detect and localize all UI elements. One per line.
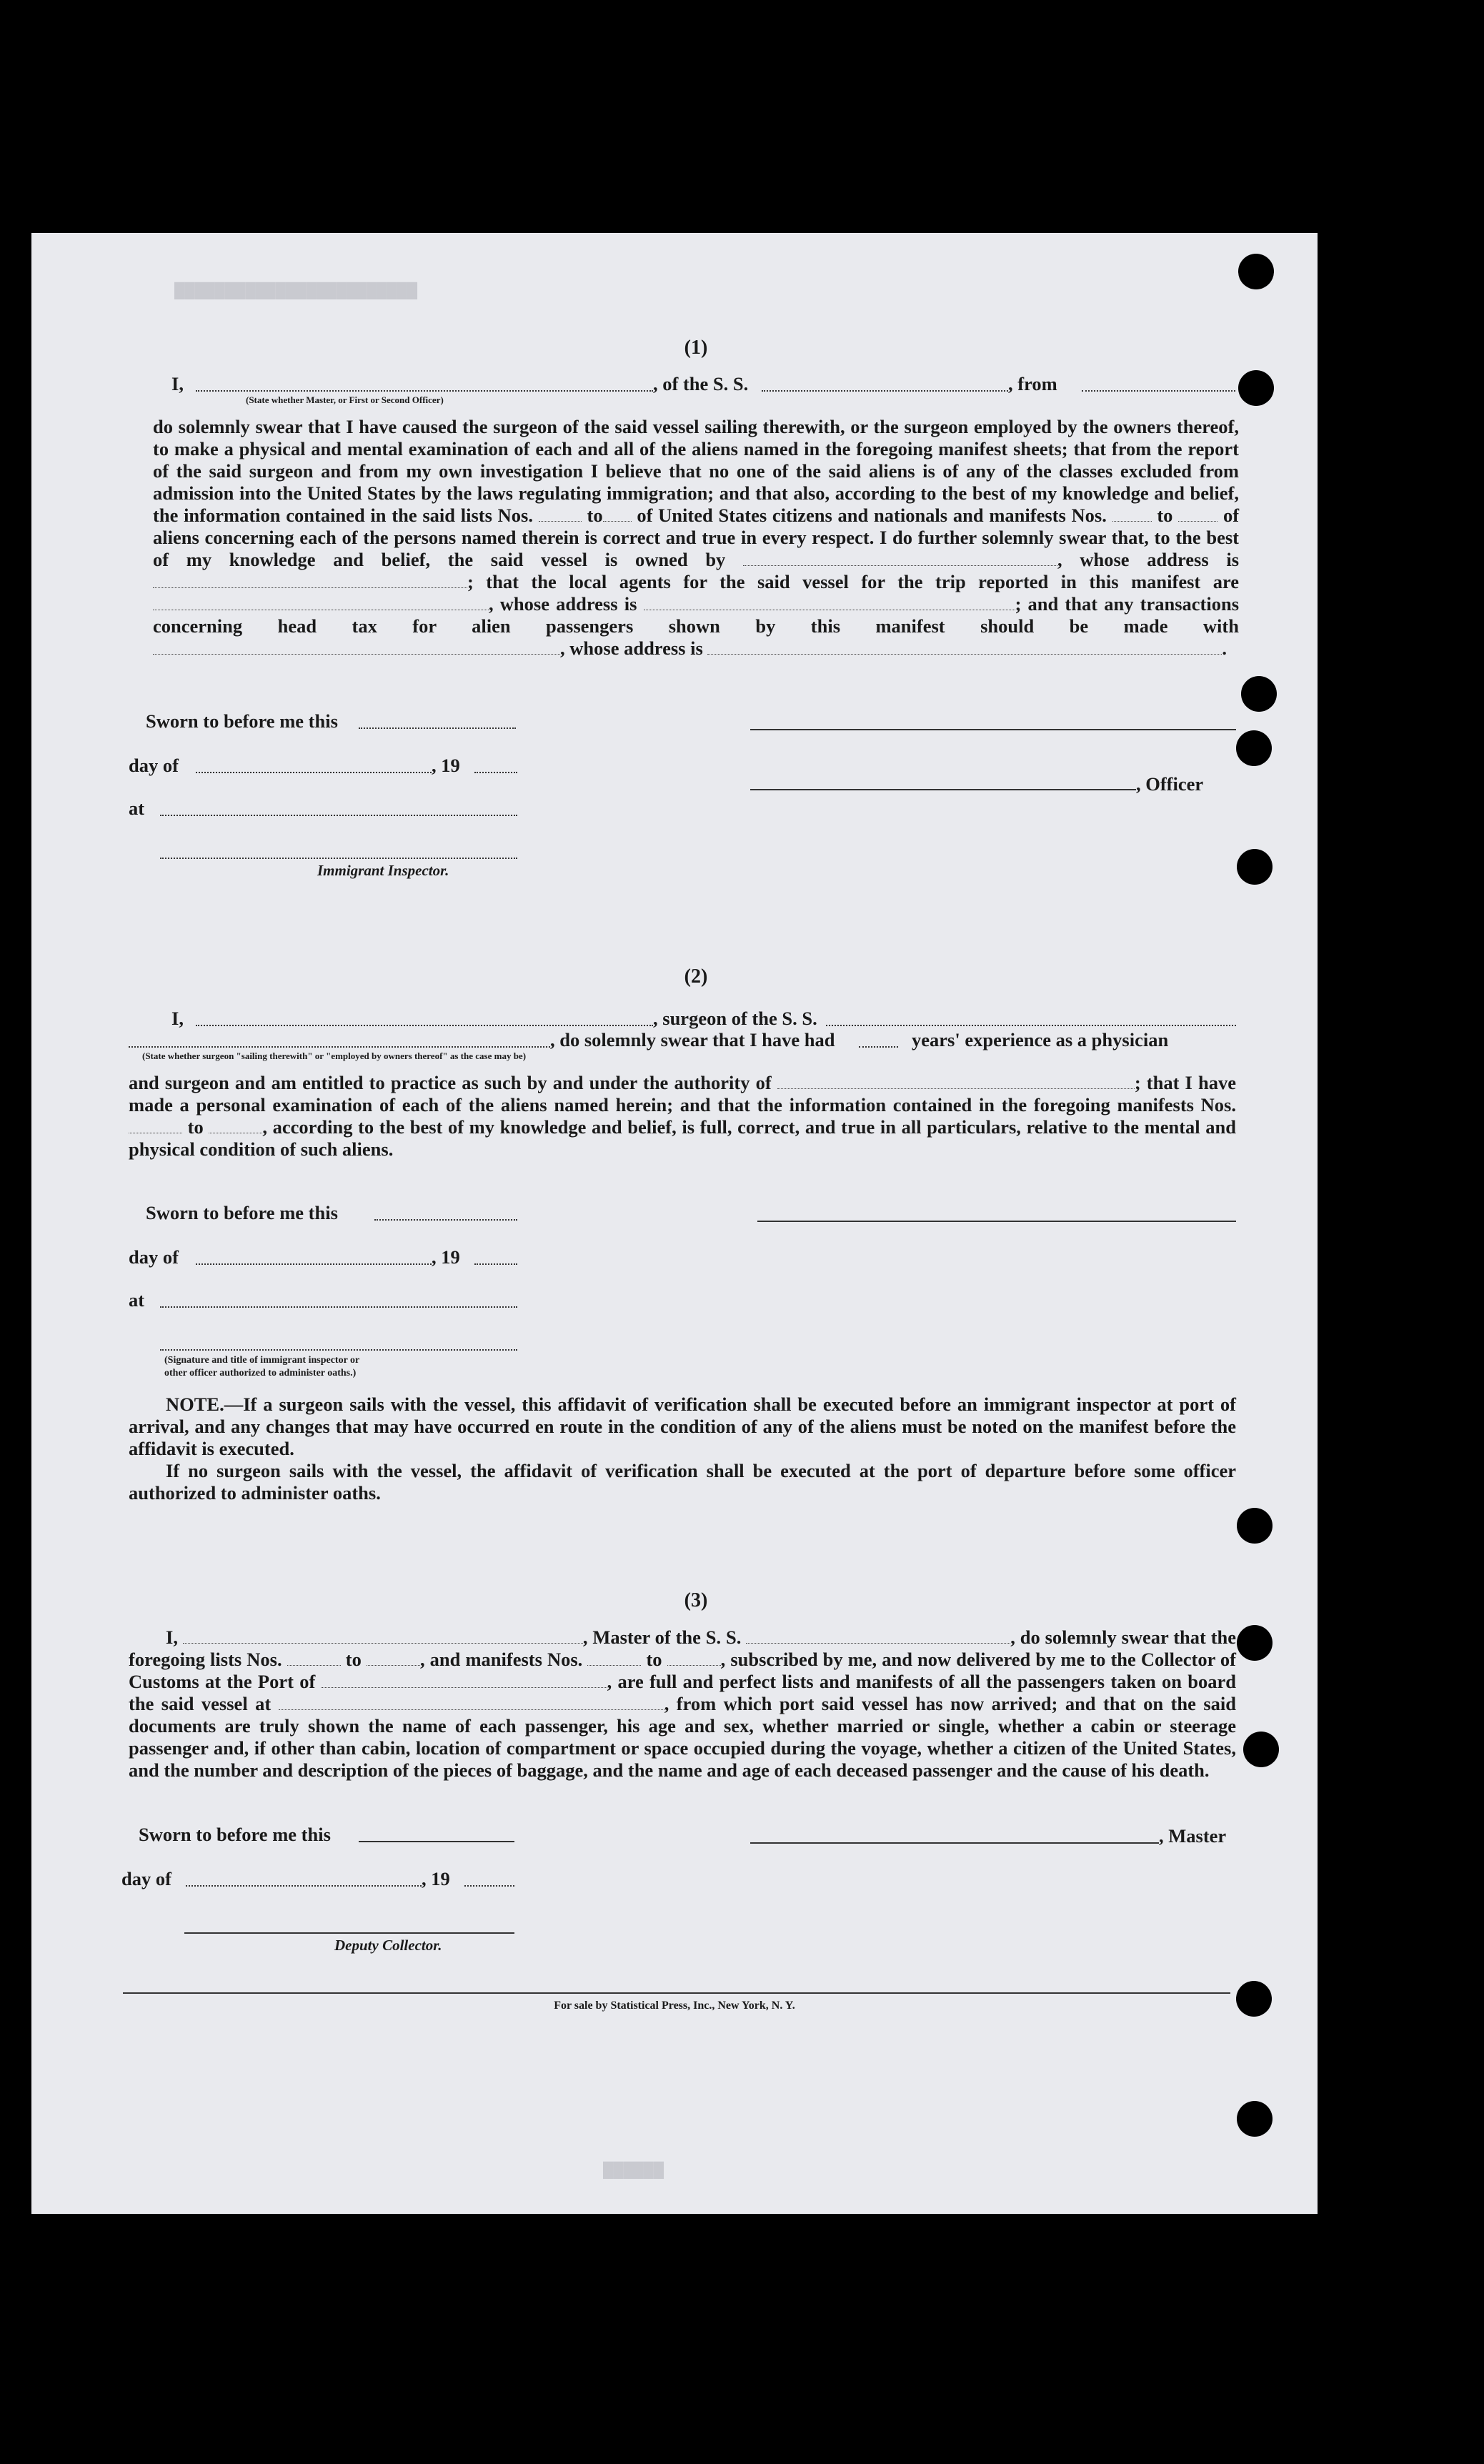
s1-of-ss-label: , of the S. S. (653, 373, 749, 394)
s1-i-label: I, (171, 373, 184, 394)
section-3 (153, 1589, 1239, 1612)
binder-hole (1237, 1508, 1273, 1544)
s2-years-label: years' experience as a physician (912, 1029, 1169, 1050)
section-1 (153, 337, 1239, 359)
s2-oath-paragraph: and surgeon and am entitled to practice as such by and under the authority of ; that I have made a personal examination of each of the aliens named herein; and that the information contained in the foregoing manifests Nos. to , according to the best of my knowledge and belief, is full, correct, and true in all particulars, relative to the mental and physical condition of such aliens. (129, 1072, 1237, 1160)
s1-signature-line-2 (750, 789, 1136, 790)
s2-surgeon-hint: (State whether surgeon "sailing therewith" or "employed by owners thereof" as the case may be) (142, 1050, 527, 1061)
s2-years-line (859, 1046, 898, 1048)
s2-day-line (196, 1263, 432, 1265)
s2-sig-hint-2: other officer authorized to administer oaths.) (164, 1368, 357, 1378)
s2-note-label: NOTE. (166, 1394, 224, 1415)
section-1-number: (1) (684, 337, 708, 359)
s2-surgeon-label: , surgeon of the S. S. (653, 1008, 817, 1029)
manifest-page (31, 233, 1318, 2214)
s1-officer-label: , Officer (1136, 773, 1204, 795)
s2-signature-line (757, 1221, 1236, 1222)
section-2 (153, 965, 1239, 988)
s1-sworn-label: Sworn to before me this (146, 710, 338, 732)
s3-subscribed: , subscribed by me, and now delivered by me to the Collector of Customs at the Port of (129, 1649, 1237, 1692)
s1-inspector-label: Immigrant Inspector. (317, 862, 449, 879)
s1-whose-address: , whose address is (1057, 549, 1240, 570)
s3-sworn-label: Sworn to before me this (139, 1824, 331, 1845)
s2-day-of-label: day of (129, 1246, 179, 1268)
s3-to-2: to (646, 1649, 662, 1670)
s1-year-label: , 19 (432, 755, 460, 776)
s2-at-label: at (129, 1289, 145, 1311)
s2-year-label: , 19 (432, 1246, 460, 1268)
s3-sworn-line (359, 1841, 514, 1842)
s1-body-e: whose address is (499, 593, 637, 615)
s2-body-c: , according to the best of my knowledge and belief, is full, correct, and true in all particulars, relative to the mental and physical condition of such aliens. (129, 1116, 1237, 1160)
binder-hole (1237, 1625, 1273, 1661)
s1-body-a: do solemnly swear that I have caused the surgeon of the said vessel sailing therewith, or the surgeon employed by the owners thereof, to make a physical and mental examination of each and all of the aliens named in the foregoing manifest sheets; that from the report of the said surgeon and from my own investigation I believe that no one of the said aliens is of any of the classes excluded from admission into the United States by the laws regulating immigration; and that also, according to the best of my knowledge and belief, the information contained in the said lists Nos. (153, 416, 1239, 526)
s2-vessel-line (826, 1025, 1236, 1026)
binder-hole (1243, 1732, 1279, 1767)
s2-sworn-line (374, 1219, 517, 1221)
binder-hole (1238, 254, 1274, 289)
s2-body-a: and surgeon and am entitled to practice as such by and under the authority of (129, 1072, 772, 1093)
s3-year-line (464, 1885, 514, 1887)
section-2-number: (2) (684, 965, 708, 988)
s1-name-line (196, 390, 653, 392)
s1-body-g: , whose address is (560, 637, 703, 659)
s2-note-paragraph-2 (129, 1460, 1236, 1504)
s2-note-paragraph (129, 1394, 1236, 1460)
s2-swear-label: , do solemnly swear that I have had (550, 1029, 835, 1050)
s1-body-b: of United States citizens and nationals and manifests Nos. (637, 505, 1107, 526)
s1-at-label: at (129, 798, 145, 819)
binder-hole (1237, 2101, 1273, 2137)
section-3-number: (3) (684, 1589, 708, 1611)
s3-master-label: , Master (1159, 1825, 1227, 1847)
s1-sworn-line (359, 727, 516, 729)
s1-to-2: to (1157, 505, 1173, 526)
s2-body-b: that I have made a personal examination of each of the aliens named herein; and that the information contained in the foregoing manifests Nos. (129, 1072, 1237, 1116)
s1-to-1: to (587, 505, 603, 526)
s3-year-label: , 19 (422, 1868, 450, 1889)
binder-hole (1236, 730, 1272, 766)
s3-day-of-label: day of (121, 1868, 171, 1889)
s2-name-line (196, 1025, 653, 1026)
s2-sworn-label: Sworn to before me this (146, 1202, 338, 1223)
s3-oath-paragraph (129, 1626, 1236, 1782)
s3-body-a: swear that the foregoing lists Nos. (129, 1626, 1237, 1670)
s2-i-label: I, (171, 1008, 184, 1029)
s1-inspector-line (160, 858, 517, 859)
s1-body-f: ; and that any transactions concerning head tax for alien passengers shown by this manifest should be made with (153, 593, 1240, 637)
s1-at-line (160, 815, 517, 816)
s2-surgeon-type-line (129, 1046, 550, 1048)
s3-from-which: , from which (664, 1693, 772, 1714)
s1-day-line (196, 772, 432, 773)
s3-to-1: to (345, 1649, 362, 1670)
s1-body-d: ; that the local agents for the said vessel for the trip reported in this manifest are (467, 571, 1239, 592)
s1-from-label: , from (1008, 373, 1057, 394)
s2-note-2: If no surgeon sails with the vessel, the affidavit of verification shall be executed at the port of departure before some officer authorized to administer oaths. (129, 1460, 1236, 1504)
s2-sig-hint-1: (Signature and title of immigrant inspector or (164, 1355, 360, 1366)
s2-official-line (160, 1349, 517, 1351)
s1-year-line (474, 772, 517, 773)
bleed-through-text: ████████████████████████ (174, 283, 418, 299)
binder-hole (1236, 1981, 1272, 2017)
s1-vessel-line (762, 390, 1008, 392)
binder-hole (1241, 676, 1277, 712)
binder-hole (1238, 370, 1274, 406)
s1-from-line (1082, 390, 1235, 392)
s3-and-manifests: , and manifests Nos. (419, 1649, 583, 1670)
s1-oath-paragraph: do solemnly swear that I have caused the surgeon of the said vessel sailing therewith, or the surgeon employed by the owners thereof, to make a physical and mental examination of each and all of the aliens named in the foregoing manifest sheets; that from the report of the said surgeon and from my own investigation I believe that no one of the said aliens is of any of the classes excluded from admission into the United States by the laws regulating immigration; and that also, according to the best of my knowledge and belief, the information contained in the said lists Nos. to of United States citizens and nationals and manifests Nos. to of aliens concerning each of the persons named therein is correct and true in every respect. I do further solemnly swear that, to the best of my knowledge and belief, the said vessel is owned by , whose address is ; that the local agents for the said vessel for the trip reported in this manifest are , whose address is ; and that any transactions concerning head tax for alien passengers shown by this manifest should be made with , whose address is . (153, 416, 1240, 659)
s1-body-c: of aliens concerning each of the persons named therein is correct and true in every respect. I do further solemnly swear that, to the best of my knowledge and belief, the said vessel is owned by (153, 505, 1240, 570)
s3-signature-line (750, 1842, 1159, 1844)
s1-officer-hint: (State whether Master, or First or Second Officer) (246, 394, 444, 405)
s3-solemnly: , do solemnly (1010, 1626, 1117, 1648)
s3-i-label: I, (166, 1626, 178, 1648)
s3-day-line (186, 1885, 422, 1887)
footer-imprint: For sale by Statistical Press, Inc., New York, N. Y. (554, 1999, 795, 2012)
s3-full-lists: , are full and perfect lists and manifests of all the passengers taken on board the said vessel at (129, 1671, 1236, 1714)
footer-rule (123, 1992, 1230, 1994)
s1-day-of-label: day of (129, 755, 179, 776)
s3-master-of: , Master of the S. S. (582, 1626, 742, 1648)
s2-note-1: —If a surgeon sails with the vessel, this affidavit of verification shall be executed before an immigrant inspector at port of arrival, and any changes that may have occurred en route in the condition of any of the aliens must be noted on the manifest before the affidavit is executed. (129, 1394, 1236, 1459)
bleed-through-text-bottom: ██████ (603, 2162, 664, 2178)
s2-year-line (474, 1263, 517, 1265)
s2-to: to (187, 1116, 204, 1138)
s3-body-b: port said vessel has now arrived; and that on the said documents are truly shown the name of each passenger, his age and sex, whether married or single, whether a cabin or steerage passenger and, if other than cabin, location of compartment or space occupied during the voyage, whether a citizen of the United States, and the number and description of the pieces of baggage, and the name and age of each deceased passenger and the cause of his death. (129, 1693, 1237, 1781)
s3-deputy-line (184, 1932, 514, 1934)
binder-hole (1237, 849, 1273, 885)
s3-deputy-label: Deputy Collector. (334, 1937, 442, 1954)
s1-signature-line-1 (750, 729, 1236, 730)
s2-at-line (160, 1306, 517, 1308)
